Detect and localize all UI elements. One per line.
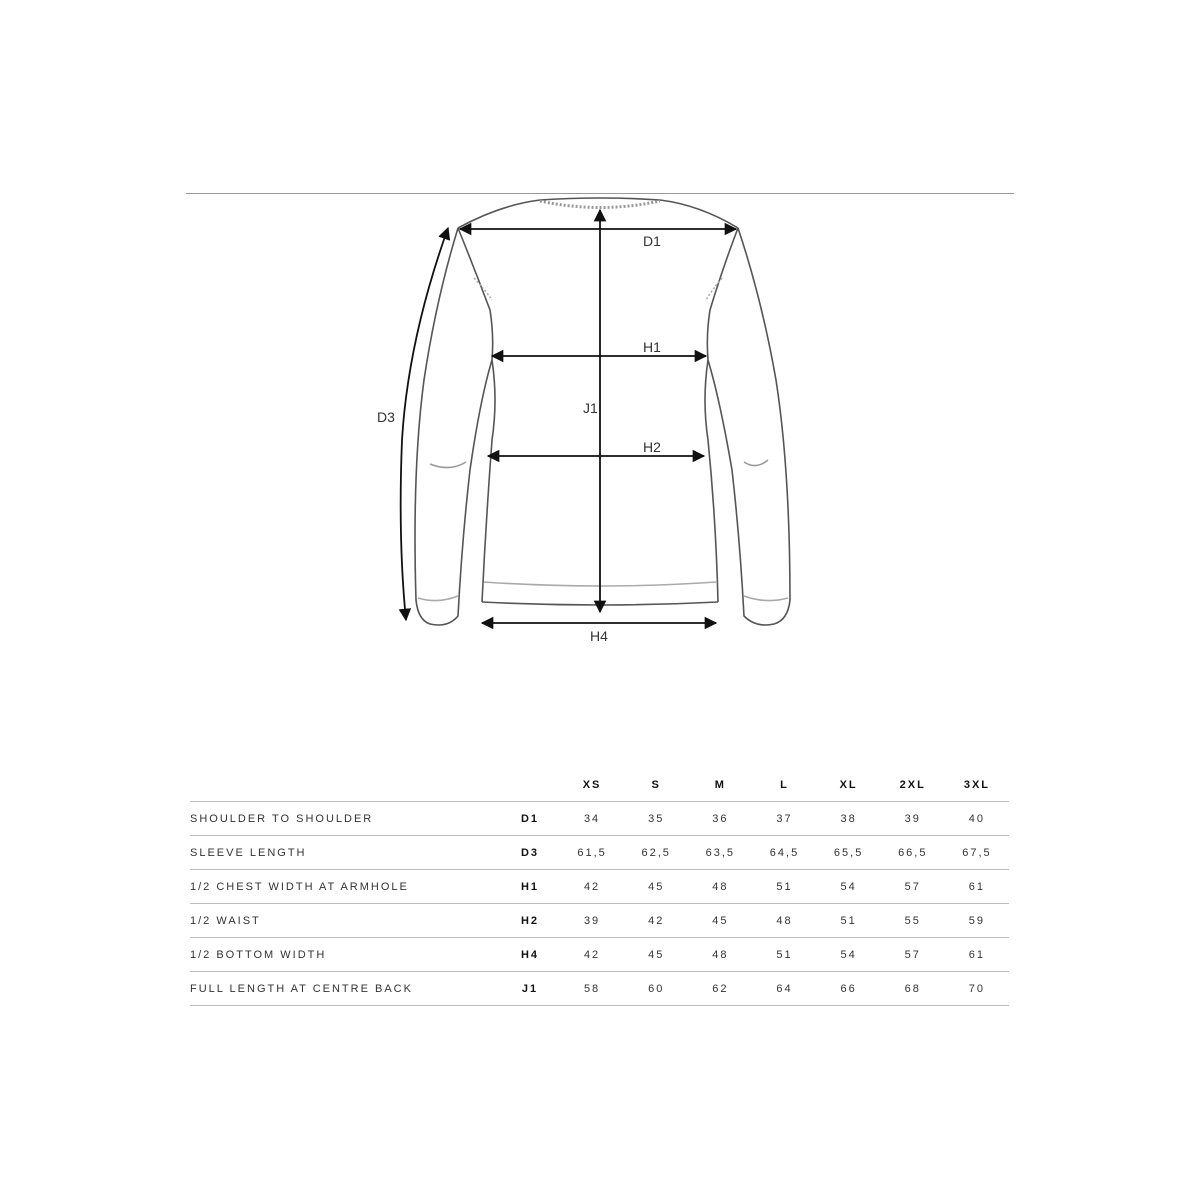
measure-name: SHOULDER TO SHOULDER (190, 802, 500, 836)
size-header: XL (839, 778, 858, 791)
measure-value: 39 (881, 802, 945, 836)
measure-value: 67,5 (945, 836, 1009, 870)
table-row (190, 972, 1009, 1006)
table-row (190, 938, 1009, 972)
label-h4: H4 (590, 628, 608, 644)
measure-value: 51 (752, 938, 816, 972)
measure-name: 1/2 WAIST (190, 904, 500, 938)
measure-code: D3 (500, 836, 560, 870)
sweater-outline (415, 198, 790, 625)
measure-value: 48 (688, 938, 752, 972)
measure-value: 57 (881, 870, 945, 904)
size-header: XS (582, 778, 602, 791)
measure-value: 39 (560, 904, 624, 938)
measure-value: 66,5 (881, 836, 945, 870)
label-h2: H2 (643, 439, 661, 455)
measure-name: 1/2 BOTTOM WIDTH (190, 938, 500, 972)
header-blank (190, 768, 500, 802)
measure-value: 61 (945, 870, 1009, 904)
measure-name: SLEEVE LENGTH (190, 836, 500, 870)
measure-code: D1 (500, 802, 560, 836)
measure-name: 1/2 CHEST WIDTH AT ARMHOLE (190, 870, 500, 904)
table-row (190, 802, 1009, 836)
measure-value: 62 (688, 972, 752, 1006)
measure-value: 48 (752, 904, 816, 938)
measure-value: 55 (881, 904, 945, 938)
measure-value: 42 (560, 870, 624, 904)
label-h1: H1 (643, 339, 661, 355)
measure-value: 45 (624, 870, 688, 904)
size-header: M (714, 778, 726, 791)
measure-value: 38 (817, 802, 881, 836)
size-header: 2XL (899, 778, 926, 791)
measure-value: 61 (945, 938, 1009, 972)
measure-value: 35 (624, 802, 688, 836)
measure-value: 65,5 (817, 836, 881, 870)
measure-value: 42 (624, 904, 688, 938)
table-row (190, 870, 1009, 904)
measure-value: 45 (688, 904, 752, 938)
measure-code: H2 (500, 904, 560, 938)
measure-arrows (401, 210, 736, 623)
measure-value: 62,5 (624, 836, 688, 870)
measure-value: 60 (624, 972, 688, 1006)
measure-value: 63,5 (688, 836, 752, 870)
measure-value: 36 (688, 802, 752, 836)
measure-value: 54 (817, 938, 881, 972)
measure-value: 66 (817, 972, 881, 1006)
measure-value: 64 (752, 972, 816, 1006)
measure-code: H1 (500, 870, 560, 904)
measure-value: 70 (945, 972, 1009, 1006)
label-d3: D3 (377, 409, 395, 425)
measure-code: H4 (500, 938, 560, 972)
measure-value: 51 (752, 870, 816, 904)
measure-code: J1 (500, 972, 560, 1006)
arrow-d3 (401, 228, 448, 620)
measure-value: 58 (560, 972, 624, 1006)
label-d1: D1 (643, 233, 661, 249)
table-row (190, 904, 1009, 938)
measure-name: FULL LENGTH AT CENTRE BACK (190, 972, 500, 1006)
measure-value: 51 (817, 904, 881, 938)
measure-value: 68 (881, 972, 945, 1006)
measure-value: 48 (688, 870, 752, 904)
size-header: S (651, 778, 661, 791)
measure-value: 40 (945, 802, 1009, 836)
measure-value: 64,5 (752, 836, 816, 870)
measure-value: 57 (881, 938, 945, 972)
measure-value: 42 (560, 938, 624, 972)
size-header-row (190, 768, 1009, 802)
label-j1: J1 (583, 400, 598, 416)
measure-value: 34 (560, 802, 624, 836)
size-header: 3XL (963, 778, 991, 791)
size-header: L (780, 778, 789, 791)
header-code-blank (500, 768, 560, 802)
measure-value: 59 (945, 904, 1009, 938)
measure-value: 45 (624, 938, 688, 972)
table-row (190, 836, 1009, 870)
measure-value: 37 (752, 802, 816, 836)
measure-value: 54 (817, 870, 881, 904)
size-table (190, 768, 1009, 1006)
measure-value: 61,5 (560, 836, 624, 870)
